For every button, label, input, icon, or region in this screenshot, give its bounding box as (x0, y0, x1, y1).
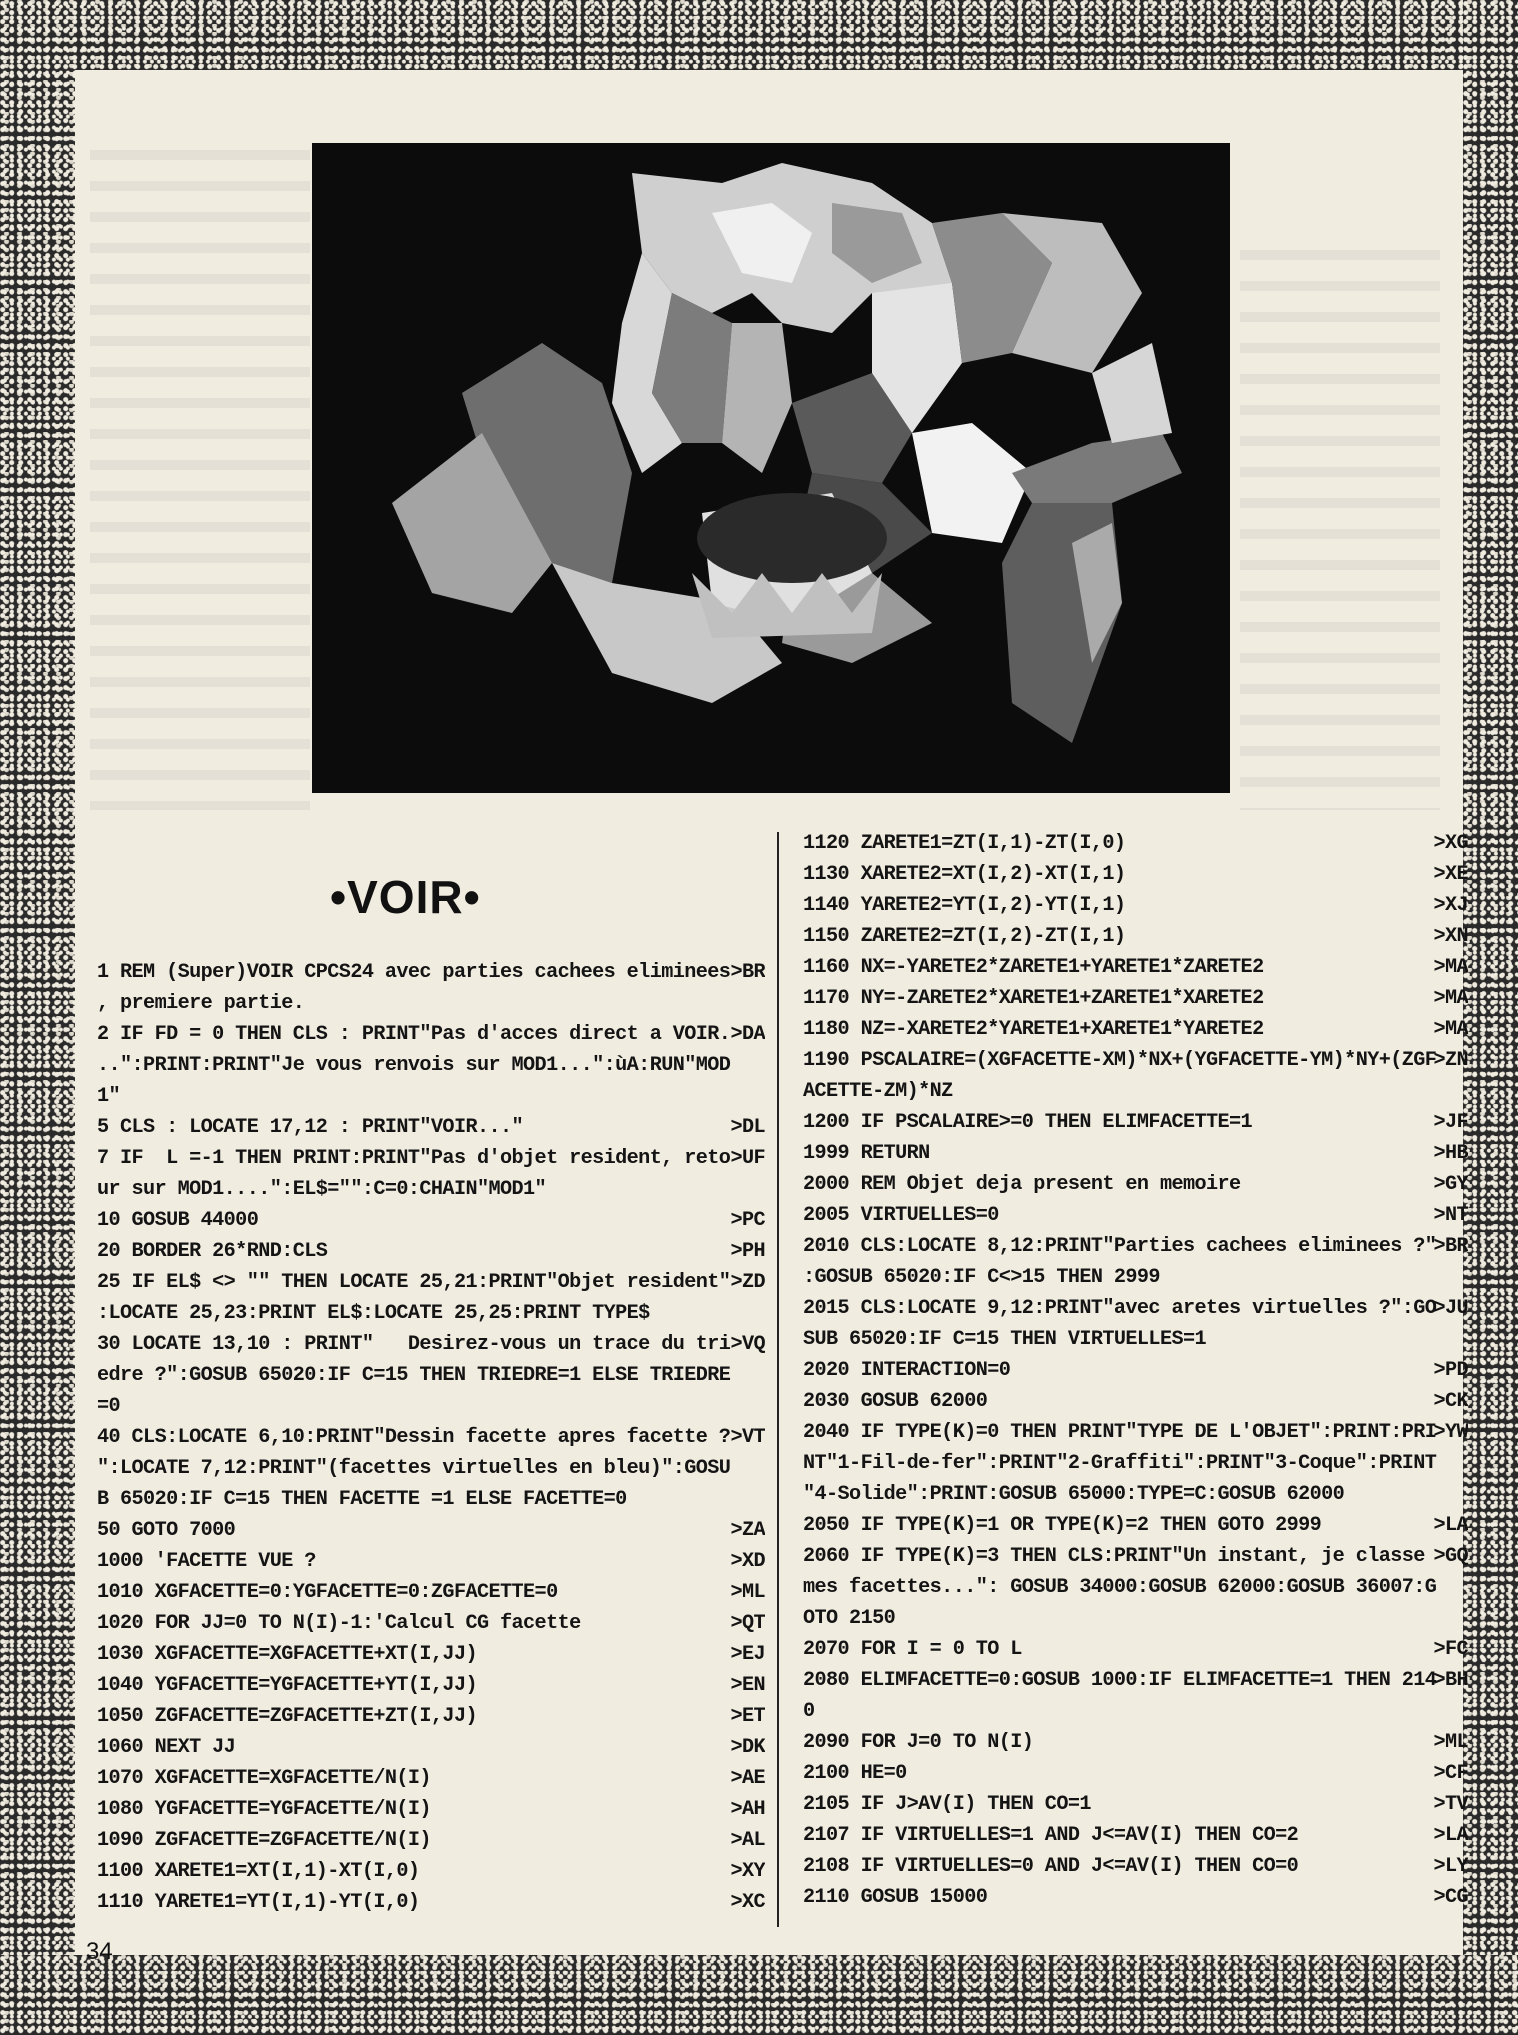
code-line (803, 1107, 1468, 1138)
code-text: 2090 FOR J=0 TO N(I) (803, 1731, 1034, 1754)
code-line (803, 1696, 1468, 1727)
checksum: >AE (730, 1767, 765, 1790)
code-text: 2015 CLS:LOCATE 9,12:PRINT"avec aretes virtuelles ?":GO (803, 1297, 1437, 1320)
code-text: 1170 NY=-ZARETE2*XARETE1+ZARETE1*XARETE2 (803, 987, 1264, 1010)
checksum: >MA (1433, 987, 1468, 1010)
checksum: >MA (1433, 956, 1468, 979)
code-line (97, 1174, 765, 1205)
code-line (97, 1763, 765, 1794)
code-line (803, 1324, 1468, 1355)
code-text: 1060 NEXT JJ (97, 1736, 236, 1759)
checksum: >UF (730, 1147, 765, 1170)
code-line (97, 1577, 765, 1608)
checksum: >EJ (730, 1643, 765, 1666)
checksum: >FC (1433, 1638, 1468, 1661)
checksum: >JF (1433, 1111, 1468, 1134)
code-text: 2005 VIRTUELLES=0 (803, 1204, 999, 1227)
code-text: 2 IF FD = 0 THEN CLS : PRINT"Pas d'acces direct a VOIR. (97, 1023, 731, 1046)
checksum: >PD (1433, 1359, 1468, 1382)
code-line (803, 1262, 1468, 1293)
checksum: >JU (1433, 1297, 1468, 1320)
checksum: >PH (730, 1240, 765, 1263)
code-text: 2110 GOSUB 15000 (803, 1886, 988, 1909)
code-line (97, 1856, 765, 1887)
code-line (803, 1479, 1468, 1510)
code-text: OTO 2150 (803, 1607, 896, 1630)
checksum: >DA (730, 1023, 765, 1046)
checksum: >XD (730, 1550, 765, 1573)
code-text: 2040 IF TYPE(K)=0 THEN PRINT"TYPE DE L'OBJET":PRINT:PRI (803, 1421, 1437, 1444)
code-text: "4-Solide":PRINT:GOSUB 65000:TYPE=C:GOSUB 62000 (803, 1483, 1345, 1506)
checksum: >TV (1433, 1793, 1468, 1816)
code-line (803, 1634, 1468, 1665)
code-line (803, 1448, 1468, 1479)
checksum: >VT (730, 1426, 765, 1449)
code-text: 1080 YGFACETTE=YGFACETTE/N(I) (97, 1798, 431, 1821)
checksum: >DK (730, 1736, 765, 1759)
code-line (97, 1670, 765, 1701)
code-text: 1010 XGFACETTE=0:YGFACETTE=0:ZGFACETTE=0 (97, 1581, 558, 1604)
code-line (803, 1758, 1468, 1789)
code-text: 30 LOCATE 13,10 : PRINT" Desirez-vous un trace du tri (97, 1333, 731, 1356)
scan-border-top (0, 0, 1518, 70)
code-line (97, 1050, 765, 1081)
code-line (803, 921, 1468, 952)
listing-column-left (97, 957, 765, 1918)
checksum: >ZA (730, 1519, 765, 1542)
checksum: >DL (730, 1116, 765, 1139)
code-text: 1130 XARETE2=XT(I,2)-XT(I,1) (803, 863, 1126, 886)
code-text: 1180 NZ=-XARETE2*YARETE1+XARETE1*YARETE2 (803, 1018, 1264, 1041)
checksum: >VQ (730, 1333, 765, 1356)
code-line (803, 1727, 1468, 1758)
code-line (803, 890, 1468, 921)
code-line (803, 1200, 1468, 1231)
code-text: 1 REM (Super)VOIR CPCS24 avec parties cachees eliminees (97, 961, 731, 984)
code-text: 50 GOTO 7000 (97, 1519, 236, 1542)
checksum: >BR (730, 961, 765, 984)
code-line (803, 1882, 1468, 1913)
scan-border-right (1463, 0, 1518, 2035)
code-line (97, 1701, 765, 1732)
hidden-surface-render (312, 143, 1230, 793)
checksum: >MA (1433, 1018, 1468, 1041)
code-text: 1090 ZGFACETTE=ZGFACETTE/N(I) (97, 1829, 431, 1852)
code-text: 1200 IF PSCALAIRE>=0 THEN ELIMFACETTE=1 (803, 1111, 1253, 1134)
code-line (803, 1541, 1468, 1572)
code-text: 20 BORDER 26*RND:CLS (97, 1240, 328, 1263)
checksum: >CF (1433, 1762, 1468, 1785)
code-text: 0 (803, 1700, 815, 1723)
code-text: 2010 CLS:LOCATE 8,12:PRINT"Parties cachees eliminees ?" (803, 1235, 1437, 1258)
checksum: >ZD (730, 1271, 765, 1294)
checksum: >LA (1433, 1824, 1468, 1847)
code-text: 1160 NX=-YARETE2*ZARETE1+YARETE1*ZARETE2 (803, 956, 1264, 979)
code-text: 1040 YGFACETTE=YGFACETTE+YT(I,JJ) (97, 1674, 477, 1697)
bleed-through-right (1240, 250, 1440, 810)
code-line (97, 957, 765, 988)
code-line (97, 1608, 765, 1639)
code-text: 2105 IF J>AV(I) THEN CO=1 (803, 1793, 1091, 1816)
checksum: >XC (730, 1891, 765, 1914)
code-line (97, 1639, 765, 1670)
code-line (97, 1298, 765, 1329)
code-text: 1020 FOR JJ=0 TO N(I)-1:'Calcul CG facette (97, 1612, 581, 1635)
code-text: 2000 REM Objet deja present en memoire (803, 1173, 1241, 1196)
code-line (97, 1422, 765, 1453)
code-line (97, 988, 765, 1019)
article-title: •VOIR• (330, 871, 481, 923)
code-text: ":LOCATE 7,12:PRINT"(facettes virtuelles en bleu)":GOSU (97, 1457, 731, 1480)
code-text: 1150 ZARETE2=ZT(I,2)-ZT(I,1) (803, 925, 1126, 948)
checksum: >CG (1433, 1886, 1468, 1909)
column-divider (777, 832, 779, 1927)
code-text: 2107 IF VIRTUELLES=1 AND J<=AV(I) THEN CO=2 (803, 1824, 1299, 1847)
checksum: >PC (730, 1209, 765, 1232)
code-line (803, 1014, 1468, 1045)
code-text: B 65020:IF C=15 THEN FACETTE =1 ELSE FACETTE=0 (97, 1488, 627, 1511)
code-text: 2100 HE=0 (803, 1762, 907, 1785)
code-text: 2020 INTERACTION=0 (803, 1359, 1011, 1382)
checksum: >XJ (1433, 894, 1468, 917)
code-text: ACETTE-ZM)*NZ (803, 1080, 953, 1103)
code-text: 25 IF EL$ <> "" THEN LOCATE 25,21:PRINT"Objet resident" (97, 1271, 731, 1294)
code-text: 2080 ELIMFACETTE=0:GOSUB 1000:IF ELIMFACETTE=1 THEN 214 (803, 1669, 1437, 1692)
code-line (803, 1417, 1468, 1448)
checksum: >XY (730, 1860, 765, 1883)
checksum: >AH (730, 1798, 765, 1821)
checksum: >GQ (1433, 1545, 1468, 1568)
code-line (803, 1820, 1468, 1851)
code-line (97, 1732, 765, 1763)
code-text: =0 (97, 1395, 121, 1418)
code-line (97, 1484, 765, 1515)
code-line (97, 1391, 765, 1422)
code-text: 1100 XARETE1=XT(I,1)-XT(I,0) (97, 1860, 420, 1883)
code-line (97, 1453, 765, 1484)
code-line (97, 1329, 765, 1360)
code-line (97, 1825, 765, 1856)
code-text: 1999 RETURN (803, 1142, 930, 1165)
code-line (97, 1205, 765, 1236)
code-line (97, 1546, 765, 1577)
code-line (803, 1851, 1468, 1882)
checksum: >AL (730, 1829, 765, 1852)
code-line (97, 1794, 765, 1825)
code-text: 10 GOSUB 44000 (97, 1209, 259, 1232)
code-text: ur sur MOD1....":EL$="":C=0:CHAIN"MOD1" (97, 1178, 547, 1201)
code-text: ..":PRINT:PRINT"Je vous renvois sur MOD1...":ùA:RUN"MOD (97, 1054, 731, 1077)
rendered-3d-object-image (312, 143, 1230, 793)
code-line (803, 859, 1468, 890)
scan-border-bottom (0, 1955, 1518, 2035)
checksum: >XN (1433, 925, 1468, 948)
code-text: 2030 GOSUB 62000 (803, 1390, 988, 1413)
checksum: >CK (1433, 1390, 1468, 1413)
code-text: , premiere partie. (97, 992, 305, 1015)
code-text: 1030 XGFACETTE=XGFACETTE+XT(I,JJ) (97, 1643, 477, 1666)
code-text: 5 CLS : LOCATE 17,12 : PRINT"VOIR..." (97, 1116, 524, 1139)
code-line (803, 1076, 1468, 1107)
code-text: 40 CLS:LOCATE 6,10:PRINT"Dessin facette apres facette ? (97, 1426, 731, 1449)
code-line (97, 1143, 765, 1174)
code-text: 1000 'FACETTE VUE ? (97, 1550, 316, 1573)
checksum: >GY (1433, 1173, 1468, 1196)
code-text: 1140 YARETE2=YT(I,2)-YT(I,1) (803, 894, 1126, 917)
checksum: >ET (730, 1705, 765, 1728)
checksum: >ZN (1433, 1049, 1468, 1072)
code-text: 2050 IF TYPE(K)=1 OR TYPE(K)=2 THEN GOTO 2999 (803, 1514, 1322, 1537)
code-line (803, 1231, 1468, 1262)
code-line (97, 1515, 765, 1546)
code-text: mes facettes...": GOSUB 34000:GOSUB 62000:GOSUB 36007:G (803, 1576, 1437, 1599)
scan-border-left (0, 0, 75, 2035)
code-line (803, 1572, 1468, 1603)
code-line (803, 1789, 1468, 1820)
code-text: NT"1-Fil-de-fer":PRINT"2-Graffiti":PRINT"3-Coque":PRINT (803, 1452, 1437, 1475)
code-line (803, 1355, 1468, 1386)
code-line (97, 1081, 765, 1112)
checksum: >BH (1433, 1669, 1468, 1692)
code-text: 7 IF L =-1 THEN PRINT:PRINT"Pas d'objet resident, reto (97, 1147, 731, 1170)
code-text: SUB 65020:IF C=15 THEN VIRTUELLES=1 (803, 1328, 1207, 1351)
code-line (803, 1169, 1468, 1200)
code-line (97, 1019, 765, 1050)
checksum: >BR (1433, 1235, 1468, 1258)
code-text: 1050 ZGFACETTE=ZGFACETTE+ZT(I,JJ) (97, 1705, 477, 1728)
code-line (803, 1045, 1468, 1076)
code-line (803, 1665, 1468, 1696)
checksum: >HB (1433, 1142, 1468, 1165)
code-line (803, 828, 1468, 859)
code-line (803, 1386, 1468, 1417)
code-line (803, 1510, 1468, 1541)
code-text: :GOSUB 65020:IF C<>15 THEN 2999 (803, 1266, 1160, 1289)
code-line (97, 1236, 765, 1267)
page-number: 34 (86, 1938, 113, 1965)
checksum: >XG (1433, 832, 1468, 855)
code-text: edre ?":GOSUB 65020:IF C=15 THEN TRIEDRE=1 ELSE TRIEDRE (97, 1364, 731, 1387)
code-text: 1190 PSCALAIRE=(XGFACETTE-XM)*NX+(YGFACETTE-YM)*NY+(ZGF (803, 1049, 1437, 1072)
code-text: 2108 IF VIRTUELLES=0 AND J<=AV(I) THEN CO=0 (803, 1855, 1299, 1878)
checksum: >ML (730, 1581, 765, 1604)
checksum: >NT (1433, 1204, 1468, 1227)
checksum: >YW (1433, 1421, 1468, 1444)
listing-column-right (803, 828, 1468, 1913)
checksum: >ML (1433, 1731, 1468, 1754)
code-text: 2060 IF TYPE(K)=3 THEN CLS:PRINT"Un instant, je classe (803, 1545, 1425, 1568)
checksum: >EN (730, 1674, 765, 1697)
code-text: 1070 XGFACETTE=XGFACETTE/N(I) (97, 1767, 431, 1790)
bleed-through-left (90, 150, 310, 810)
code-line (803, 983, 1468, 1014)
code-line (803, 952, 1468, 983)
code-line (97, 1267, 765, 1298)
code-line (97, 1112, 765, 1143)
checksum: >QT (730, 1612, 765, 1635)
code-line (803, 1603, 1468, 1634)
code-line (803, 1138, 1468, 1169)
code-line (803, 1293, 1468, 1324)
code-text: 1120 ZARETE1=ZT(I,1)-ZT(I,0) (803, 832, 1126, 855)
code-line (97, 1360, 765, 1391)
code-text: :LOCATE 25,23:PRINT EL$:LOCATE 25,25:PRINT TYPE$ (97, 1302, 650, 1325)
code-text: 1" (97, 1085, 121, 1108)
checksum: >LA (1433, 1514, 1468, 1537)
code-line (97, 1887, 765, 1918)
checksum: >XE (1433, 863, 1468, 886)
checksum: >LY (1433, 1855, 1468, 1878)
code-text: 1110 YARETE1=YT(I,1)-YT(I,0) (97, 1891, 420, 1914)
code-text: 2070 FOR I = 0 TO L (803, 1638, 1022, 1661)
